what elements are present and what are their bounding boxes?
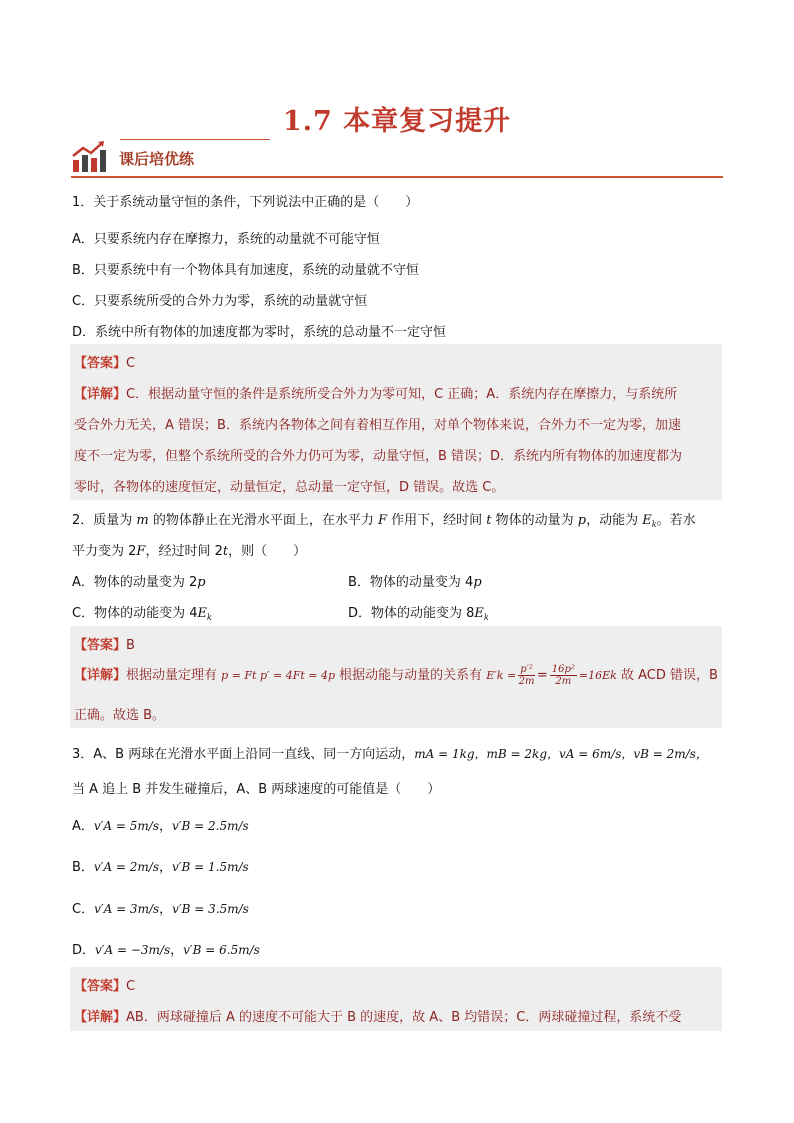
q1-detail-line-3: 度不一定为零，但整个系统所受的合外力仍可为零，动量守恒，B 错误；D．系统内所有物体的加速度都为	[74, 449, 683, 464]
header-top-rule	[120, 139, 270, 140]
q3-answer-box	[70, 967, 722, 1031]
q2-stem-line-2: 平力变为 2F，经过时间 2t，则（ ）	[72, 544, 307, 559]
section-header	[71, 138, 723, 178]
q3-answer: C	[126, 979, 136, 994]
q1-stem: 1．关于系统动量守恒的条件，下列说法中正确的是（ ）	[72, 195, 419, 210]
q1-detail-line-4: 零时，各物体的速度恒定，动量恒定，总动量一定守恒，D 错误。故选 C。	[74, 480, 505, 495]
q1-answer-box	[70, 344, 722, 500]
q2-answer: B	[126, 638, 135, 653]
q1-option-a: A．只要系统内存在摩擦力，系统的动量就不可能守恒	[72, 232, 380, 247]
q3-option-a: A．v′A = 5m/s，v′B = 2.5m/s	[72, 819, 249, 834]
detail-tag: 【详解】	[74, 387, 127, 402]
q1-detail-line-1: 【详解】C．根据动量守恒的条件是系统所受合外力为零可知，C 正确；A．系统内存在摩擦力，与系统所	[74, 387, 678, 402]
q2-equation-1: p = Ft p′ = 4Ft = 4p	[221, 669, 336, 682]
q2-detail-line-1: 【详解】根据动量定理有 p = Ft p′ = 4Ft = 4p 根据动能与动量的关系有 E′k = $\frac{\text{p′²}}{2m}$ = $\frac{\text{16p²}}{2m}$ =16Ek 故 ACD 错误，B	[74, 664, 718, 687]
q1-answer: C	[126, 356, 136, 371]
q3-option-c: C．v′A = 3m/s，v′B = 3.5m/s	[72, 902, 249, 917]
page-title: 1.7 本章复习提升	[282, 106, 512, 137]
answer-tag: 【答案】	[74, 356, 127, 371]
q1-option-b: B．只要系统中有一个物体具有加速度，系统的动量就不守恒	[72, 263, 419, 278]
section-label: 课后培优练	[119, 150, 195, 168]
q3-stem-line-2: 当 A 追上 B 并发生碰撞后，A、B 两球速度的可能值是（ ）	[72, 782, 441, 797]
q3-detail-line-1: 【详解】AB．两球碰撞后 A 的速度不可能大于 B 的速度，故 A、B 均错误；C．两球碰撞过程，系统不受	[74, 1010, 682, 1025]
q2-option-b: B．物体的动量变为 4p	[348, 575, 482, 590]
q2-option-a: A．物体的动量变为 2p	[72, 575, 206, 590]
q3-option-d: D．v′A = −3m/s，v′B = 6.5m/s	[72, 943, 260, 958]
q2-option-c: C．物体的动能变为 $4E_k$	[72, 606, 212, 622]
q1-option-d: D．系统中所有物体的加速度都为零时，系统的总动量不一定守恒	[72, 325, 447, 340]
q2-option-d: D．物体的动能变为 $8E_k$	[348, 606, 489, 622]
q2-answer-box	[70, 626, 722, 728]
q2-stem-line-1: 2．质量为 m 的物体静止在光滑水平面上，在水平力 F 作用下，经时间 t 物体的动量为 p，动能为 $E_k$。若水	[72, 513, 696, 529]
q2-fraction-1: $\frac{\text{p′²}}{2m}$	[518, 664, 535, 687]
q3-given-values: mA = 1kg，mB = 2kg，vA = 6m/s，vB = 2m/s，	[414, 747, 708, 761]
q3-answer-row: 【答案】C	[74, 979, 136, 994]
q1-option-c: C．只要系统所受的合外力为零，系统的动量就守恒	[72, 294, 368, 309]
header-bottom-rule	[71, 176, 723, 178]
q3-stem-line-1: 3．A、B 两球在光滑水平面上沿同一直线、同一方向运动，mA = 1kg，mB = 2kg，vA = 6m/s，vB = 2m/s，	[72, 747, 708, 762]
q1-detail-line-2: 受合外力无关，A 错误；B．系统内各物体之间有着相互作用，对单个物体来说，合外力不一定为零，加速	[74, 418, 681, 433]
q1-answer-row	[74, 352, 135, 371]
growth-bar-chart-arrow-icon	[71, 140, 107, 174]
q2-detail-line-2: 正确。故选 B。	[74, 708, 166, 723]
q2-answer-row: 【答案】B	[74, 638, 135, 653]
q3-option-b: B．v′A = 2m/s，v′B = 1.5m/s	[72, 860, 249, 875]
q2-fraction-2: $\frac{\text{16p²}}{2m}$	[551, 664, 575, 687]
